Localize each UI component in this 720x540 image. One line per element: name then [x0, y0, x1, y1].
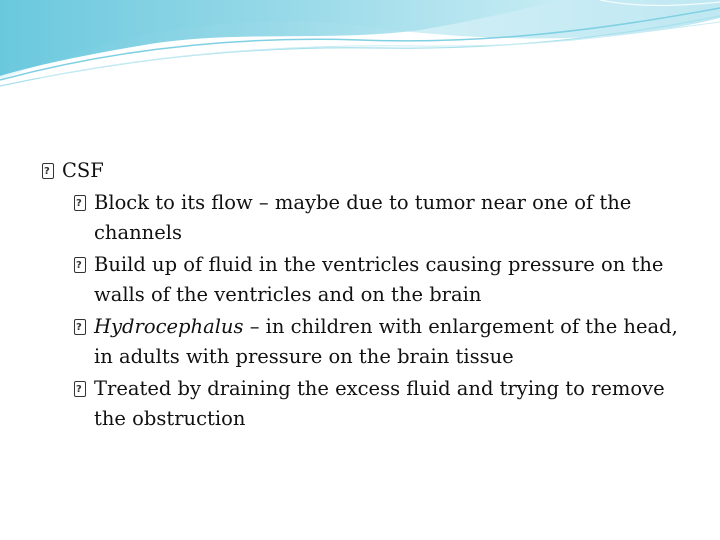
bullet-text: Block to its flow – maybe due to tumor near one of the channels [94, 191, 632, 244]
bullet-text: Treated by draining the excess fluid and trying to remove the obstruction [94, 377, 665, 430]
bullet-list [74, 188, 684, 434]
bullet-text: – in children with enlargement of the head, in adults with pressure on the brain tissue [94, 315, 678, 368]
slide-body [42, 156, 682, 436]
list-item [74, 188, 684, 248]
list-item [74, 312, 684, 372]
list-item [74, 250, 684, 310]
header-wave-decoration [0, 0, 720, 110]
bullet-icon [74, 250, 86, 280]
bullet-icon [74, 374, 86, 404]
heading-text: CSF [62, 159, 104, 182]
bullet-icon [74, 312, 86, 342]
heading-item [42, 156, 682, 186]
wave-band-front [0, 0, 560, 76]
bullet-text: Build up of fluid in the ventricles causing pressure on the walls of the ventricles and on the brain [94, 253, 664, 306]
bullet-icon [74, 188, 86, 218]
bullet-icon [42, 156, 54, 186]
list-item [74, 374, 684, 434]
italic-term: Hydrocephalus [94, 315, 244, 338]
